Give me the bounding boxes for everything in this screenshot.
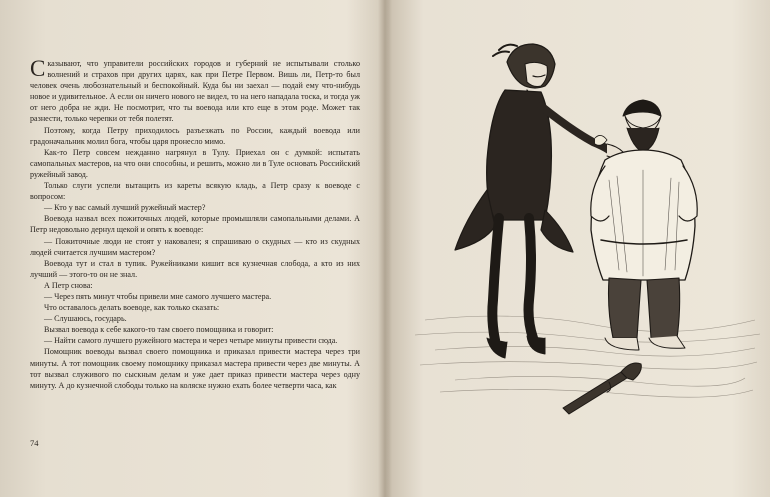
paragraph-14: — Найти самого лучшего ружейного мастера и через четыре минуты привести сюда.: [44, 336, 338, 346]
paragraph-11: Что оставалось делать воеводе, как только сказать:: [44, 303, 220, 313]
drop-cap: С: [30, 56, 46, 81]
smith-figure: [591, 100, 697, 350]
paragraph-2: Поэтому, когда Петру приходилось разъезжать по России, каждый воевода или градоначальник молил бога, чтобы царя пронесло мимо.: [30, 125, 360, 146]
page-number: 74: [30, 438, 39, 448]
paragraph-4: Только слуги успели вытащить из кареты всякую кладь, а Петр сразу к воеводе с вопросом:: [30, 181, 360, 202]
paragraph-9: А Петр снова:: [44, 280, 93, 290]
paragraph-8: Воевода тут и стал в тупик. Ружейниками кишит вся кузнечная слобода, а кто из них лучший — этого-то он не знал.: [30, 258, 360, 279]
left-page-text: [30, 58, 360, 458]
paragraph-6: Воевода назвал всех пожиточных людей, которые промышляли самопальными делами. А Петр недовольно дернул щекой и опять к воеводе:: [30, 214, 360, 235]
illustration-peter-and-smith: [395, 20, 765, 480]
paragraph-15: Помощник воеводы вызвал своего помощника и приказал привести мастера через три минуты. А тот помощник своему помощнику приказал мастера привести через две минуты. А тот вызвал служивого по сыскным делам и уже дает приказ привести мастера через одну минуту. А до кузнечной слободы только на коляске нужно ехать более четверти часа, как: [30, 347, 360, 390]
pistol-icon: [563, 363, 641, 414]
paragraph-10: — Через пять минут чтобы привели мне самого лучшего мастера.: [44, 291, 272, 301]
paragraph-1: Сказывают, что управители российских городов и губерний не испытывали столько волнений и страхов при других царях, как при Петре Первом. Вишь ли, Петр-то был человек очень любознательный и беспокойный. Куда бы ни заехал — подай ему что-нибудь новое и удивительное. А если он ничего нового не видел, то на него нападала тоска, и тогда уж от него добра не жди. Не посмотрит, что ты воевода или кто еще в этом роде. Может так разнести, только черепки от тебя полетят.: [30, 56, 360, 124]
book-gutter: [378, 0, 392, 497]
paragraph-13: Вызвал воевода к себе какого-то там своего помощника и говорит:: [44, 325, 274, 335]
paragraph-7: — Пожиточные люди не стоят у наковален; я спрашиваю о скудных — кто из скудных людей считается лучшим мастером?: [30, 236, 360, 257]
paragraph-12: — Слушаюсь, государь.: [44, 314, 127, 324]
ground-shading: [415, 316, 760, 397]
paragraph-5: — Кто у вас самый лучший ружейный мастер?: [44, 203, 206, 213]
paragraph-3: Как-то Петр совсем нежданно нагрянул в Тулу. Приехал он с думкой: испытать самопальных мастеров, на что они способны, и решить, можно ли в Туле основать Российский ружейный завод.: [30, 147, 360, 179]
